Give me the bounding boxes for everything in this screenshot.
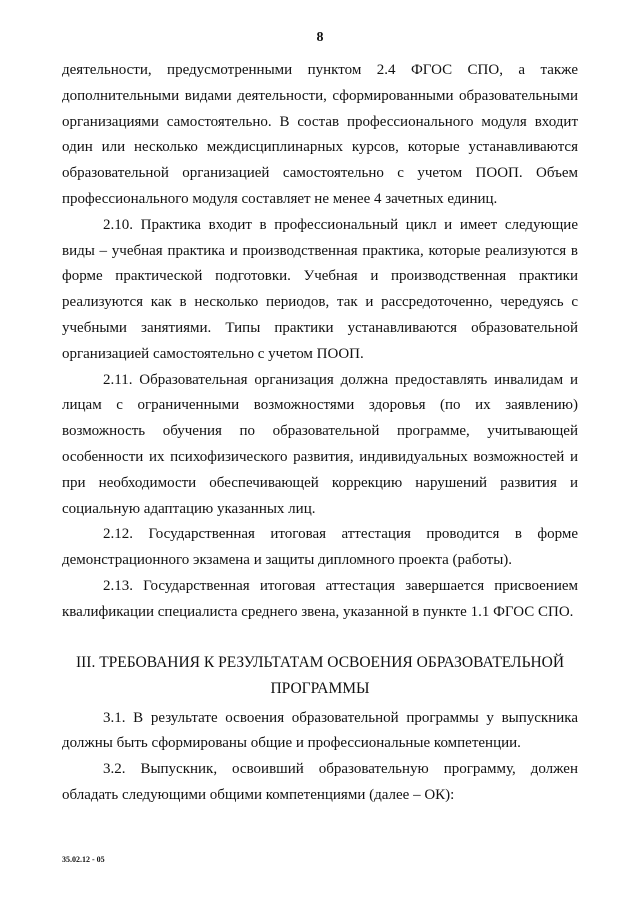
paragraph-2-13-qualification: 2.13. Государственная итоговая аттестация завершается присвоением квалификации специалиста среднего звена, указанной в пункте 1.1 ФГОС СПО. bbox=[62, 577, 578, 620]
paragraph-module-continuation: деятельности, предусмотренными пунктом 2.4 ФГОС СПО, а также дополнительными видами деятельности, сформированными образовательными организациями самостоятельно. В состав профессионального модуля входит один или несколько междисциплинарных курсов, которые устанавливаются образовательной организацией самостоятельно с учетом ПООП. Объем профессионального модуля составляет не менее 4 зачетных единиц. bbox=[62, 62, 578, 207]
section-title-line1: III. ТРЕБОВАНИЯ К РЕЗУЛЬТАТАМ ОСВОЕНИЯ ОБРАЗОВАТЕЛЬНОЙ bbox=[75, 653, 565, 671]
paragraph-2-11-disabilities: 2.11. Образовательная организация должна предоставлять инвалидам и лицам с ограниченными возможностями здоровья (по их заявлению) возможность обучения по образовательной программе, учитывающей особенности их психофизического развития, индивидуальных возможностей и при необходимости обеспечивающей коррекцию нарушений развития и социальную адаптацию указанных лиц. bbox=[62, 371, 578, 517]
page-body bbox=[62, 58, 578, 809]
paragraph-2-10-practice: 2.10. Практика входит в профессиональный цикл и имеет следующие виды – учебная практика и производственная практика, которые реализуются в форме практической подготовки. Учебная и производственная практики реализуются как в несколько периодов, так и рассредоточенно, чередуясь с учебными занятиями. Типы практики устанавливаются образовательной организацией самостоятельно с учетом ПООП. bbox=[62, 216, 578, 362]
paragraph-2-12-attestation: 2.12. Государственная итоговая аттестация проводится в форме демонстрационного экзамена и защиты дипломного проекта (работы). bbox=[62, 526, 578, 569]
paragraph-3-1-competencies: 3.1. В результате освоения образовательной программы у выпускника должны быть сформированы общие и профессиональные компетенции. bbox=[62, 709, 578, 752]
page-number: 8 bbox=[316, 30, 324, 45]
document-code: 35.02.12 - 05 bbox=[62, 855, 105, 864]
section-title-iii bbox=[62, 650, 578, 702]
section-title-line2: ПРОГРАММЫ bbox=[270, 679, 370, 697]
paragraph-3-2-general-competencies: 3.2. Выпускник, освоивший образовательную программу, должен обладать следующими общими компетенциями (далее – ОК): bbox=[62, 761, 578, 803]
